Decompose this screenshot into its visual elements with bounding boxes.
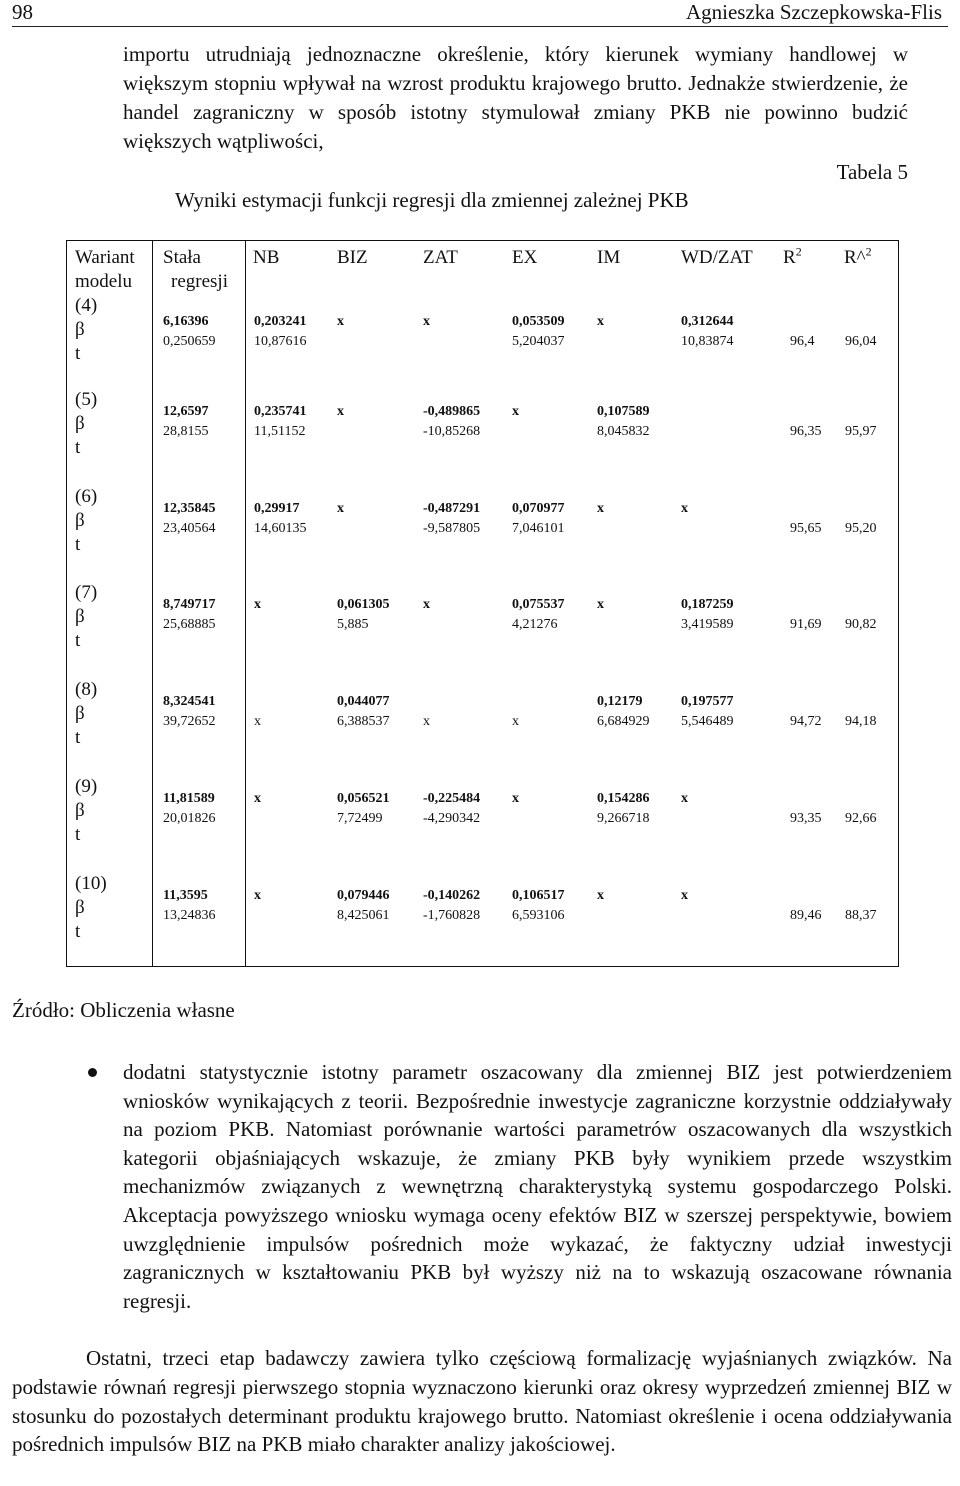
cell-stala-t: 0,250659: [163, 334, 216, 349]
header-r2adj-sup: 2: [865, 244, 872, 259]
cell-wdzat-t: 10,83874: [681, 334, 734, 349]
cell-zat-t: -10,85268: [423, 424, 481, 439]
model-label: (9): [75, 776, 98, 797]
header-r2-base: R: [783, 247, 796, 268]
cell-stala-t: 39,72652: [163, 714, 216, 729]
cell-stala-t: 23,40564: [163, 521, 216, 536]
header-wariant: Wariant: [75, 247, 135, 268]
header-nb: NB: [253, 247, 280, 268]
cell-im-beta: x: [597, 501, 604, 516]
running-head-author: Agnieszka Szczepkowska-Flis: [685, 0, 942, 24]
beta-label: β: [75, 800, 85, 821]
cell-ex-t: 7,046101: [512, 521, 565, 536]
t-label: t: [75, 343, 81, 364]
cell-nb-t: 10,87616: [254, 334, 307, 349]
cell-r2-adj: 95,97: [845, 424, 877, 439]
cell-im-t: 8,045832: [597, 424, 650, 439]
intro-paragraph: importu utrudniają jednoznaczne określenie, który kierunek wymiany handlowej w większym stopniu wpływał na wzrost produktu krajowego brutto. Jednakże stwierdzenie, że handel zagraniczny w sposób istotny stymulował zmiany PKB nie powinno budzić większych wątpliwości,: [123, 42, 908, 153]
cell-ex-t: 4,21276: [512, 617, 558, 632]
cell-ex-beta: x: [512, 791, 519, 806]
beta-label: β: [75, 606, 85, 627]
cell-biz-beta: 0,056521: [337, 791, 390, 806]
cell-wdzat-beta: x: [681, 791, 688, 806]
source-note: Źródło: Obliczenia własne: [12, 998, 235, 1022]
model-label: (10): [75, 873, 107, 894]
cell-biz-t: 8,425061: [337, 908, 390, 923]
t-label: t: [75, 437, 81, 458]
cell-stala-t: 13,24836: [163, 908, 216, 923]
table-caption: Wyniki estymacji funkcji regresji dla zmiennej zależnej PKB: [175, 188, 689, 212]
cell-r2: 94,72: [790, 714, 822, 729]
cell-zat-beta: x: [423, 314, 430, 329]
t-label: t: [75, 534, 81, 555]
cell-r2: 89,46: [790, 908, 822, 923]
cell-ex-beta: 0,075537: [512, 597, 565, 612]
cell-im-t: 9,266718: [597, 811, 650, 826]
cell-stala-t: 28,8155: [163, 424, 209, 439]
cell-nb-t: 11,51152: [254, 424, 306, 439]
header-r2adj-base: R^: [844, 247, 866, 268]
cell-ex-t: 5,204037: [512, 334, 565, 349]
cell-r2-adj: 90,82: [845, 617, 877, 632]
cell-im-t: 6,684929: [597, 714, 650, 729]
bullet-paragraph: dodatni statystycznie istotny parametr oszacowany dla zmiennej BIZ jest potwierdzeniem wniosków wynikających z teorii. Bezpośrednie inwestycje zagraniczne korzystnie oddziaływały na poziom PKB. Natomiast porównanie wartości parametrów oszacowanych dla wszystkich kategorii objaśniających wskazuje, że zmiany PKB były wynikiem przede wszystkim mechanizmów związanych z wewnętrzną charakterystyką systemu gospodarczego Polski. Akceptacja powyższego wniosku wymaga oceny efektów BIZ w szerszej perspektywie, bowiem uwzględnienie impulsów pośrednich może wykazać, że faktyczny udział inwestycji zagranicznych w kształtowaniu PKB był wyższy niż na to wskazują oszacowane równania regresji.: [123, 1060, 952, 1313]
bullet-icon: [88, 1068, 97, 1077]
model-label: (7): [75, 582, 98, 603]
cell-ex-beta: 0,106517: [512, 888, 565, 903]
cell-r2-adj: 95,20: [845, 521, 877, 536]
header-modelu: modelu: [75, 271, 132, 292]
cell-nb-t: 14,60135: [254, 521, 307, 536]
cell-wdzat-beta: x: [681, 888, 688, 903]
cell-biz-beta: x: [337, 501, 344, 516]
cell-stala-beta: 12,35845: [163, 501, 216, 516]
cell-im-beta: x: [597, 888, 604, 903]
cell-nb-beta: 0,235741: [254, 404, 307, 419]
cell-biz-t: 7,72499: [337, 811, 383, 826]
cell-stala-beta: 8,749717: [163, 597, 216, 612]
regression-table: [66, 240, 899, 967]
cell-im-beta: 0,12179: [597, 694, 643, 709]
page-number: 98: [12, 0, 33, 24]
cell-ex-beta: 0,053509: [512, 314, 565, 329]
cell-zat-beta: -0,489865: [423, 404, 481, 419]
cell-biz-beta: 0,044077: [337, 694, 390, 709]
cell-nb-beta: x: [254, 597, 261, 612]
t-label: t: [75, 630, 81, 651]
header-regresji: regresji: [171, 271, 228, 292]
cell-im-beta: x: [597, 597, 604, 612]
cell-r2: 96,4: [790, 334, 815, 349]
header-wdzat: WD/ZAT: [681, 247, 753, 268]
cell-biz-beta: x: [337, 314, 344, 329]
header-r2: [783, 246, 802, 270]
model-label: (5): [75, 389, 98, 410]
final-paragraph: Ostatni, trzeci etap badawczy zawiera tylko częściową formalizację wyjaśnianych związków. Na podstawie równań regresji pierwszego stopnia wyznaczono kierunki oraz okresy wyprzedzeń zmiennej BIZ w stosunku do pozostałych determinant produktu krajowego brutto. Natomiast określenie i ocena oddziaływania pośrednich impulsów BIZ na PKB miało charakter analizy jakościowej.: [12, 1346, 952, 1457]
cell-r2: 95,65: [790, 521, 822, 536]
cell-nb-beta: x: [254, 791, 261, 806]
cell-biz-beta: 0,079446: [337, 888, 390, 903]
page-header: [12, 0, 948, 27]
cell-stala-t: 25,68885: [163, 617, 216, 632]
cell-r2-adj: 94,18: [845, 714, 877, 729]
beta-label: β: [75, 510, 85, 531]
header-ex: EX: [512, 247, 538, 268]
cell-nb-t: x: [254, 714, 261, 729]
beta-label: β: [75, 897, 85, 918]
cell-r2: 93,35: [790, 811, 822, 826]
cell-wdzat-t: 5,546489: [681, 714, 734, 729]
cell-r2-adj: 96,04: [845, 334, 877, 349]
beta-label: β: [75, 319, 85, 340]
cell-stala-beta: 11,81589: [163, 791, 215, 806]
model-label: (4): [75, 295, 98, 316]
cell-stala-t: 20,01826: [163, 811, 216, 826]
cell-ex-t: 6,593106: [512, 908, 565, 923]
cell-zat-t: x: [423, 714, 430, 729]
cell-zat-beta: -0,487291: [423, 501, 481, 516]
t-label: t: [75, 727, 81, 748]
beta-label: β: [75, 703, 85, 724]
header-im: IM: [597, 247, 621, 268]
t-label: t: [75, 824, 81, 845]
cell-zat-beta: -0,140262: [423, 888, 481, 903]
cell-stala-beta: 12,6597: [163, 404, 209, 419]
header-r2-adj: [844, 246, 872, 270]
cell-wdzat-t: 3,419589: [681, 617, 734, 632]
cell-stala-beta: 11,3595: [163, 888, 208, 903]
cell-r2: 96,35: [790, 424, 822, 439]
cell-biz-t: 5,885: [337, 617, 369, 632]
cell-stala-beta: 8,324541: [163, 694, 216, 709]
cell-r2: 91,69: [790, 617, 822, 632]
cell-nb-beta: x: [254, 888, 261, 903]
table-label: Tabela 5: [836, 160, 908, 184]
cell-zat-t: -1,760828: [423, 908, 481, 923]
cell-zat-beta: x: [423, 597, 430, 612]
beta-label: β: [75, 413, 85, 434]
cell-ex-beta: 0,070977: [512, 501, 565, 516]
cell-nb-beta: 0,203241: [254, 314, 307, 329]
header-r2-sup: 2: [795, 244, 802, 259]
cell-zat-t: -9,587805: [423, 521, 481, 536]
cell-wdzat-beta: 0,187259: [681, 597, 734, 612]
cell-biz-beta: 0,061305: [337, 597, 390, 612]
cell-ex-beta: x: [512, 404, 519, 419]
header-biz: BIZ: [337, 247, 368, 268]
header-zat: ZAT: [423, 247, 458, 268]
cell-r2-adj: 92,66: [845, 811, 877, 826]
cell-biz-t: 6,388537: [337, 714, 390, 729]
cell-biz-beta: x: [337, 404, 344, 419]
cell-ex-t: x: [512, 714, 519, 729]
cell-im-beta: x: [597, 314, 604, 329]
cell-im-beta: 0,154286: [597, 791, 650, 806]
cell-wdzat-beta: 0,197577: [681, 694, 734, 709]
cell-stala-beta: 6,16396: [163, 314, 209, 329]
cell-wdzat-beta: x: [681, 501, 688, 516]
header-stala: Stała: [163, 247, 201, 268]
cell-r2-adj: 88,37: [845, 908, 877, 923]
cell-zat-beta: -0,225484: [423, 791, 481, 806]
cell-im-beta: 0,107589: [597, 404, 650, 419]
t-label: t: [75, 921, 81, 942]
cell-wdzat-beta: 0,312644: [681, 314, 734, 329]
model-label: (8): [75, 679, 98, 700]
cell-zat-t: -4,290342: [423, 811, 481, 826]
cell-nb-beta: 0,29917: [254, 501, 300, 516]
model-label: (6): [75, 486, 98, 507]
